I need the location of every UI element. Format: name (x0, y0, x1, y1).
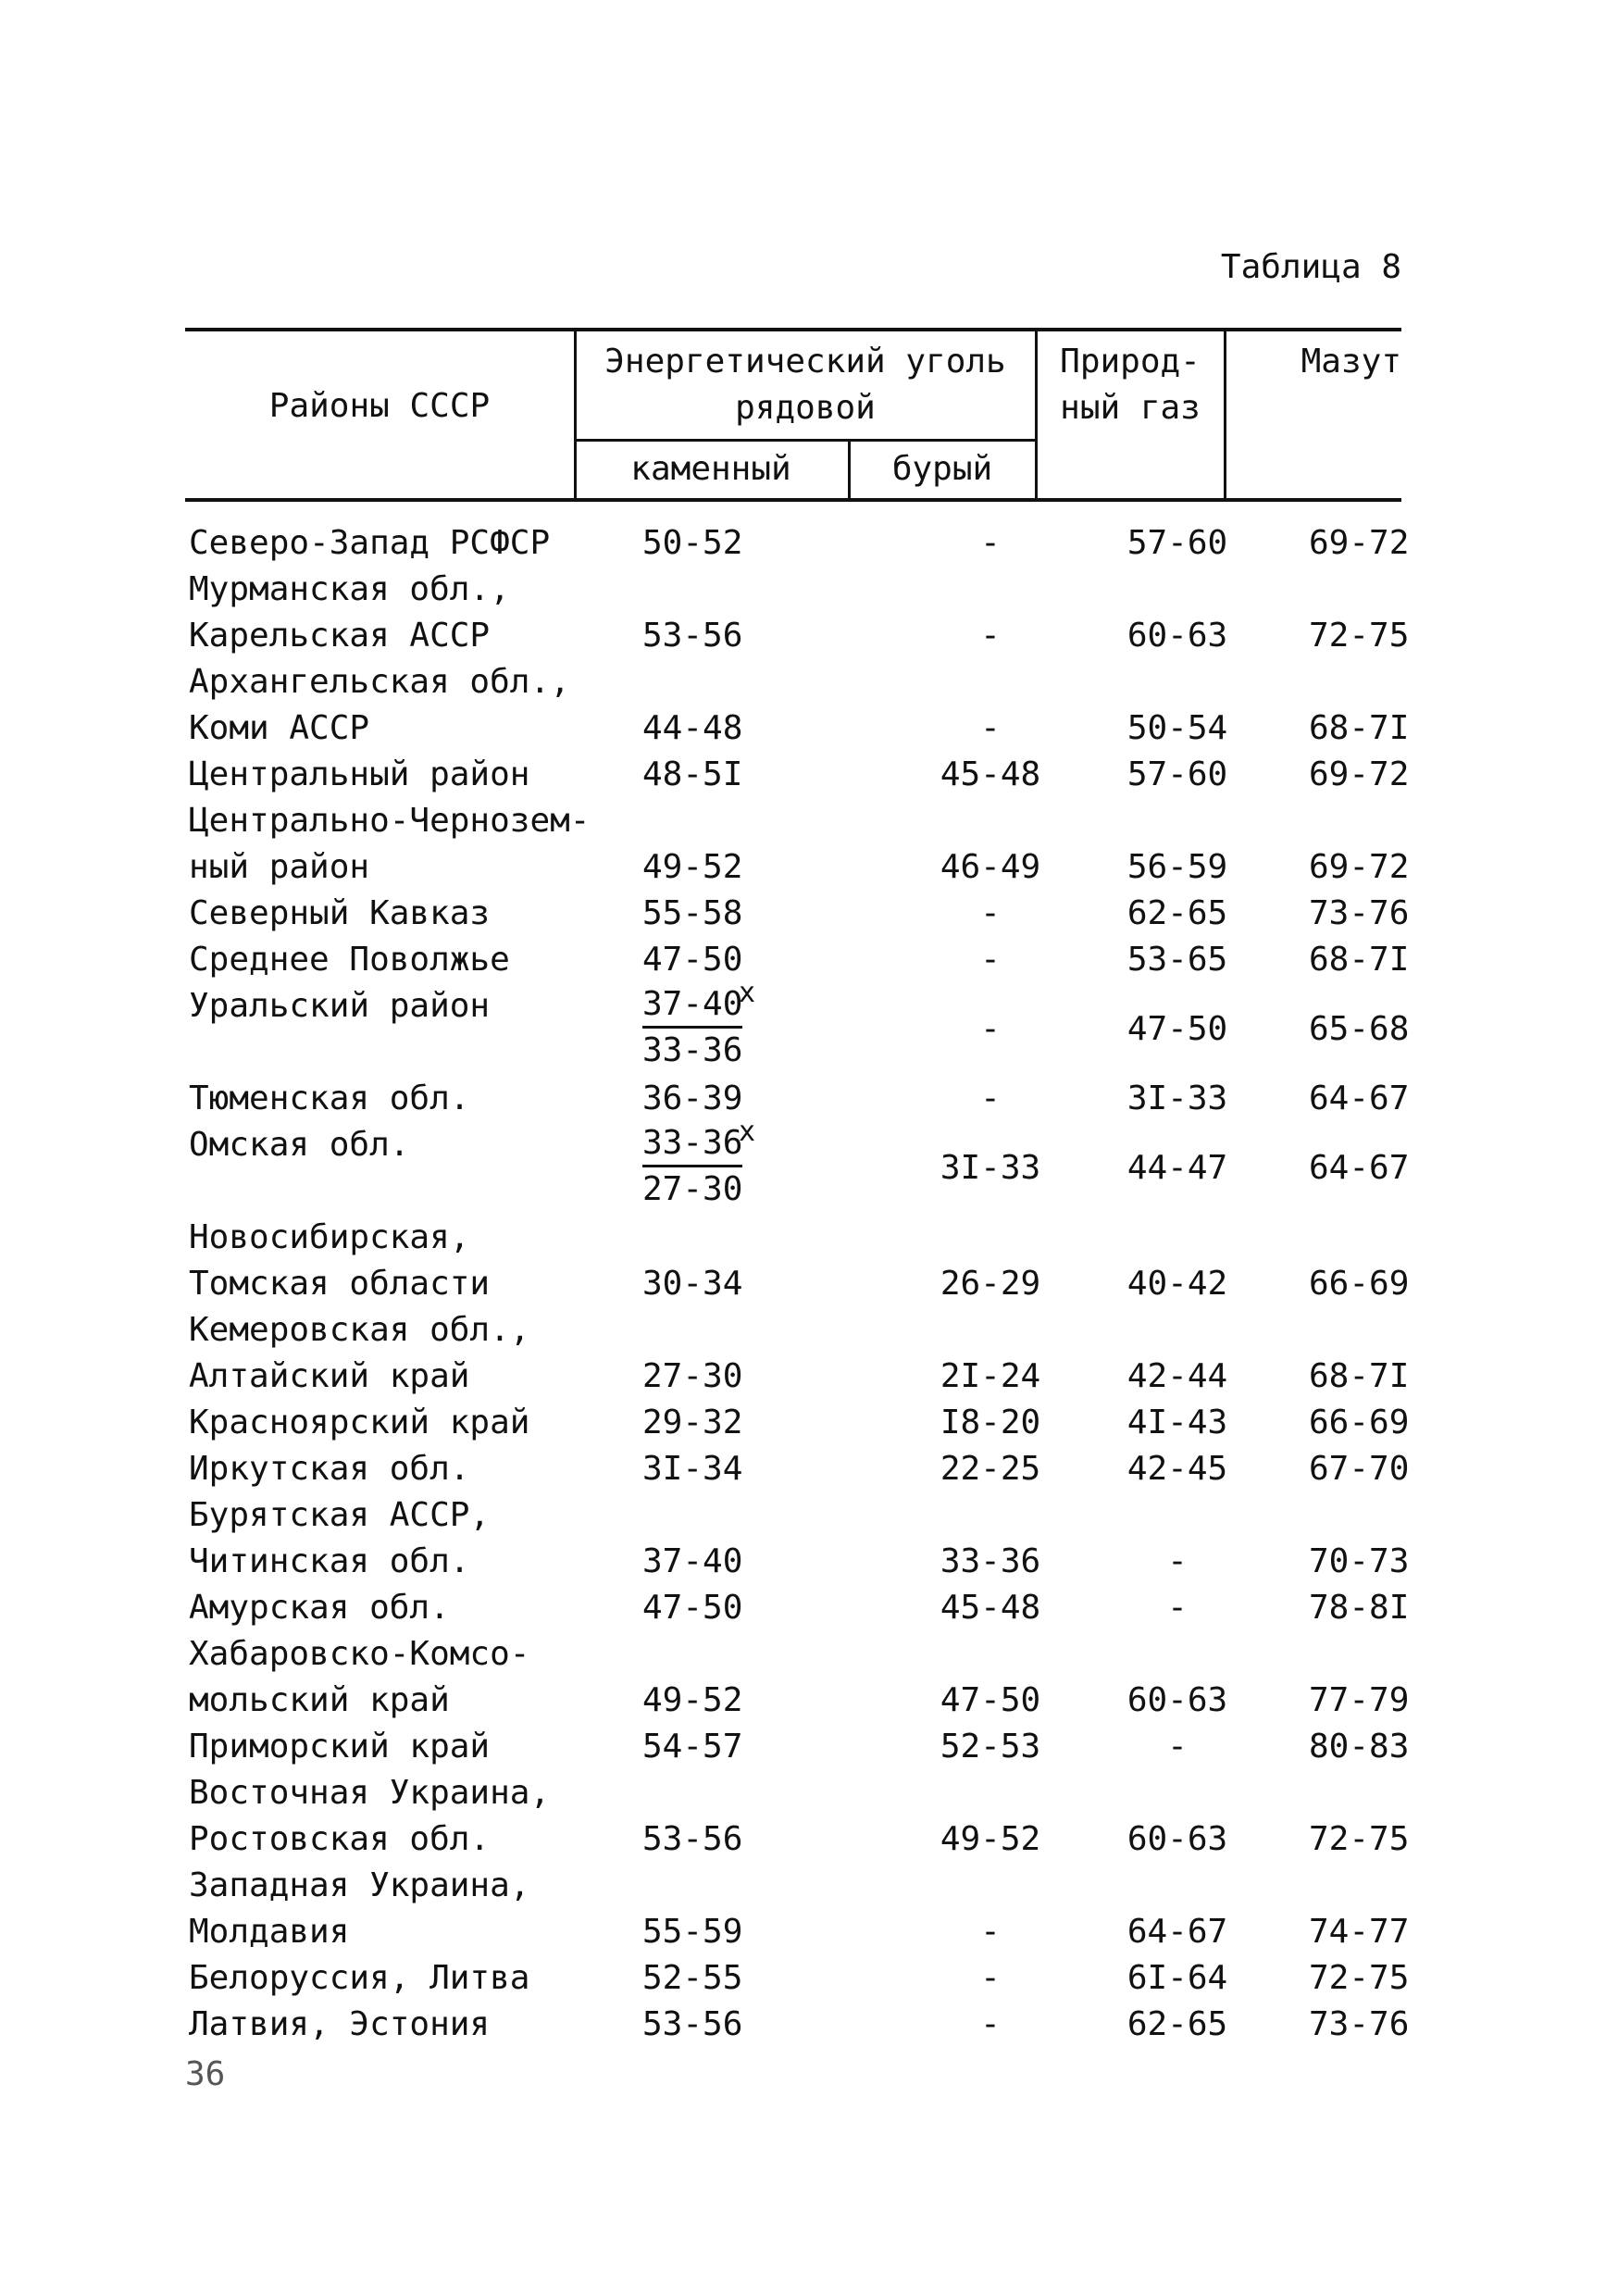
mazut-value: 78-8I (1309, 1589, 1410, 1627)
table-row (185, 1631, 1401, 1678)
region-name: Амурская обл. (189, 1589, 450, 1627)
table-row (185, 1492, 1401, 1539)
header-brown-coal: бурый (891, 450, 993, 488)
region-name: Омская обл. (189, 1126, 410, 1164)
mazut-value: 69-72 (1309, 755, 1410, 793)
region-name: Карельская АССР (189, 617, 491, 655)
page-number: 36 (185, 2055, 226, 2093)
table-row (185, 1539, 1410, 1585)
mazut-value: 69-72 (1309, 848, 1410, 886)
region-name: Среднее Поволжье (189, 941, 510, 979)
hard-coal-numerator: 33-36 (642, 1122, 742, 1167)
hard-coal-value: 54-57 (642, 1728, 743, 1766)
header-gas-line1: Природ- (1060, 343, 1201, 381)
region-name: Уральский район (189, 987, 491, 1025)
table-row (185, 1678, 1410, 1724)
table-row (185, 1955, 1410, 2002)
region-name: Восточная Украина, (189, 1774, 551, 1812)
mazut-value: 74-77 (1309, 1913, 1410, 1951)
header-mazut: Мазут (1301, 343, 1401, 381)
header-region: Районы СССР (268, 387, 491, 425)
gas-value: 60-63 (1126, 617, 1228, 655)
mazut-value: 73-76 (1309, 894, 1410, 932)
hard-coal-value: 55-59 (642, 1913, 743, 1951)
table-row (185, 1400, 1410, 1446)
region-name: Тюменская обл. (189, 1079, 470, 1117)
gas-value: 6I-64 (1126, 1959, 1228, 1997)
brown-coal-value: I8-20 (940, 1404, 1041, 1441)
gas-value: - (1167, 1589, 1188, 1627)
mazut-value: 64-67 (1309, 1079, 1410, 1117)
mazut-value: 73-76 (1309, 2005, 1410, 2043)
region-name: Западная Украина, (189, 1866, 530, 1904)
gas-value: 42-44 (1126, 1357, 1228, 1395)
footnote-mark: x (739, 977, 756, 1009)
mazut-value: 80-83 (1309, 1728, 1410, 1766)
table-row (185, 1116, 1410, 1215)
region-name: ный район (189, 848, 370, 886)
brown-coal-value: 45-48 (940, 755, 1041, 793)
header-hard-coal: каменный (630, 450, 791, 488)
table-row (185, 567, 1401, 613)
mazut-value: 70-73 (1309, 1542, 1410, 1580)
brown-coal-value: - (980, 617, 1001, 655)
gas-value: - (1167, 1542, 1188, 1580)
gas-value: 60-63 (1126, 1820, 1228, 1858)
brown-coal-value: 49-52 (940, 1820, 1041, 1858)
table-row (185, 705, 1410, 752)
table-row (185, 1724, 1410, 1770)
gas-value: 3I-33 (1126, 1079, 1228, 1117)
region-name: мольский край (189, 1681, 450, 1719)
region-name: Коми АССР (189, 709, 370, 747)
table-row (185, 1354, 1410, 1400)
hard-coal-value: 36-39 (642, 1079, 743, 1117)
header-coal-line1: Энергетический уголь (604, 343, 1006, 381)
region-name: Мурманская обл., (189, 570, 510, 608)
region-name: Алтайский край (189, 1357, 470, 1395)
brown-coal-value: 2I-24 (940, 1357, 1041, 1395)
table-row (185, 2002, 1410, 2048)
hard-coal-value: 53-56 (642, 2005, 743, 2043)
hard-coal-value: 50-52 (642, 524, 743, 562)
mazut-value: 77-79 (1309, 1681, 1410, 1719)
region-name: Молдавия (189, 1913, 350, 1951)
table-row (185, 977, 1410, 1076)
mazut-value: 69-72 (1309, 524, 1410, 562)
table-row (185, 937, 1410, 983)
footnote-mark: x (739, 1116, 756, 1148)
brown-coal-value: - (980, 2005, 1001, 2043)
region-name: Ростовская обл. (189, 1820, 491, 1858)
region-name: Красноярский край (189, 1404, 530, 1441)
brown-coal-value: - (980, 524, 1001, 562)
region-name: Северный Кавказ (189, 894, 491, 932)
gas-value: 53-65 (1126, 941, 1228, 979)
region-name: Приморский край (189, 1728, 491, 1766)
hard-coal-value: 37-40 (642, 1542, 743, 1580)
gas-value: - (1167, 1728, 1188, 1766)
table-row (185, 844, 1410, 891)
region-name: Северо-Запад РСФСР (189, 524, 551, 562)
mazut-value: 72-75 (1309, 1820, 1410, 1858)
table-row (185, 659, 1401, 705)
mazut-value: 72-75 (1309, 617, 1410, 655)
brown-coal-value: - (980, 894, 1001, 932)
gas-value: 60-63 (1126, 1681, 1228, 1719)
brown-coal-value: 47-50 (940, 1681, 1041, 1719)
brown-coal-value: - (980, 1079, 1001, 1117)
hard-coal-value: 48-5I (642, 755, 743, 793)
brown-coal-value: 52-53 (940, 1728, 1041, 1766)
region-name: Томская области (189, 1265, 491, 1303)
brown-coal-value: 3I-33 (940, 1149, 1041, 1187)
region-name: Латвия, Эстония (189, 2005, 491, 2043)
gas-value: 50-54 (1126, 709, 1228, 747)
gas-value: 42-45 (1126, 1450, 1228, 1488)
table-row (185, 1816, 1410, 1863)
brown-coal-value: 33-36 (940, 1542, 1041, 1580)
table-row (185, 1446, 1410, 1492)
mazut-value: 66-69 (1309, 1404, 1410, 1441)
header-gas-line2: ный газ (1060, 389, 1201, 427)
gas-value: 44-47 (1126, 1149, 1228, 1187)
table-caption: Таблица 8 (1220, 248, 1401, 286)
hard-coal-denominator: 33-36 (642, 1031, 743, 1069)
hard-coal-value: 49-52 (642, 848, 743, 886)
table-row (185, 1261, 1410, 1307)
gas-value: 47-50 (1126, 1010, 1228, 1048)
brown-coal-value: 46-49 (940, 848, 1041, 886)
hard-coal-value: 29-32 (642, 1404, 743, 1441)
mazut-value: 65-68 (1309, 1010, 1410, 1048)
region-name: Новосибирская, (189, 1218, 470, 1256)
hard-coal-value: 3I-34 (642, 1450, 743, 1488)
region-name: Бурятская АССР, (189, 1496, 491, 1534)
hard-coal-value: 55-58 (642, 894, 743, 932)
region-name: Центральный район (189, 755, 530, 793)
table-row (185, 798, 1401, 844)
brown-coal-value: - (980, 1010, 1001, 1048)
hard-coal-value: 27-30 (642, 1357, 743, 1395)
hard-coal-value: 49-52 (642, 1681, 743, 1719)
mazut-value: 67-70 (1309, 1450, 1410, 1488)
hard-coal-value: 52-55 (642, 1959, 743, 1997)
mazut-value: 66-69 (1309, 1265, 1410, 1303)
brown-coal-value: - (980, 709, 1001, 747)
table-top-rule (185, 328, 1401, 331)
brown-coal-value: 22-25 (940, 1450, 1041, 1488)
region-name: Центрально-Чернозем- (189, 802, 591, 840)
brown-coal-value: 45-48 (940, 1589, 1041, 1627)
brown-coal-value: - (980, 1959, 1001, 1997)
coal-subheader-rule (574, 439, 1037, 442)
table-row (185, 1585, 1410, 1631)
table-row (185, 1076, 1410, 1122)
region-name: Иркутская обл. (189, 1450, 470, 1488)
region-name: Кемеровская обл., (189, 1311, 530, 1349)
gas-value: 62-65 (1126, 894, 1228, 932)
table-row (185, 752, 1410, 798)
hard-coal-value: 47-50 (642, 1589, 743, 1627)
hard-coal-value: 47-50 (642, 941, 743, 979)
hard-coal-value: 30-34 (642, 1265, 743, 1303)
region-name: Архангельская обл., (189, 663, 570, 701)
header-coal-line2: рядовой (735, 389, 876, 427)
hard-coal-fraction (642, 977, 756, 1073)
brown-coal-value: 26-29 (940, 1265, 1041, 1303)
gas-value: 64-67 (1126, 1913, 1228, 1951)
region-name: Хабаровско-Комсо- (189, 1635, 530, 1673)
mazut-value: 72-75 (1309, 1959, 1410, 1997)
gas-value: 57-60 (1126, 524, 1228, 562)
mazut-value: 64-67 (1309, 1149, 1410, 1187)
mazut-value: 68-7I (1309, 941, 1410, 979)
brown-coal-value: - (980, 941, 1001, 979)
header-bottom-rule (185, 498, 1401, 502)
table-row (185, 1863, 1401, 1909)
table-row (185, 520, 1410, 567)
table-row (185, 613, 1410, 659)
hard-coal-value: 53-56 (642, 617, 743, 655)
gas-value: 56-59 (1126, 848, 1228, 886)
hard-coal-value: 44-48 (642, 709, 743, 747)
mazut-value: 68-7I (1309, 1357, 1410, 1395)
region-name: Белоруссия, Литва (189, 1959, 530, 1997)
gas-value: 62-65 (1126, 2005, 1228, 2043)
hard-coal-value: 53-56 (642, 1820, 743, 1858)
hard-coal-fraction (642, 1116, 756, 1212)
table-row (185, 1307, 1401, 1354)
table-row (185, 1770, 1401, 1816)
region-name: Читинская обл. (189, 1542, 470, 1580)
table-row (185, 1909, 1410, 1955)
mazut-value: 68-7I (1309, 709, 1410, 747)
gas-value: 40-42 (1126, 1265, 1228, 1303)
table-row (185, 891, 1410, 937)
gas-value: 57-60 (1126, 755, 1228, 793)
gas-value: 4I-43 (1126, 1404, 1228, 1441)
table-row (185, 1215, 1401, 1261)
hard-coal-denominator: 27-30 (642, 1170, 743, 1208)
hard-coal-numerator: 37-40 (642, 983, 742, 1029)
brown-coal-value: - (980, 1913, 1001, 1951)
